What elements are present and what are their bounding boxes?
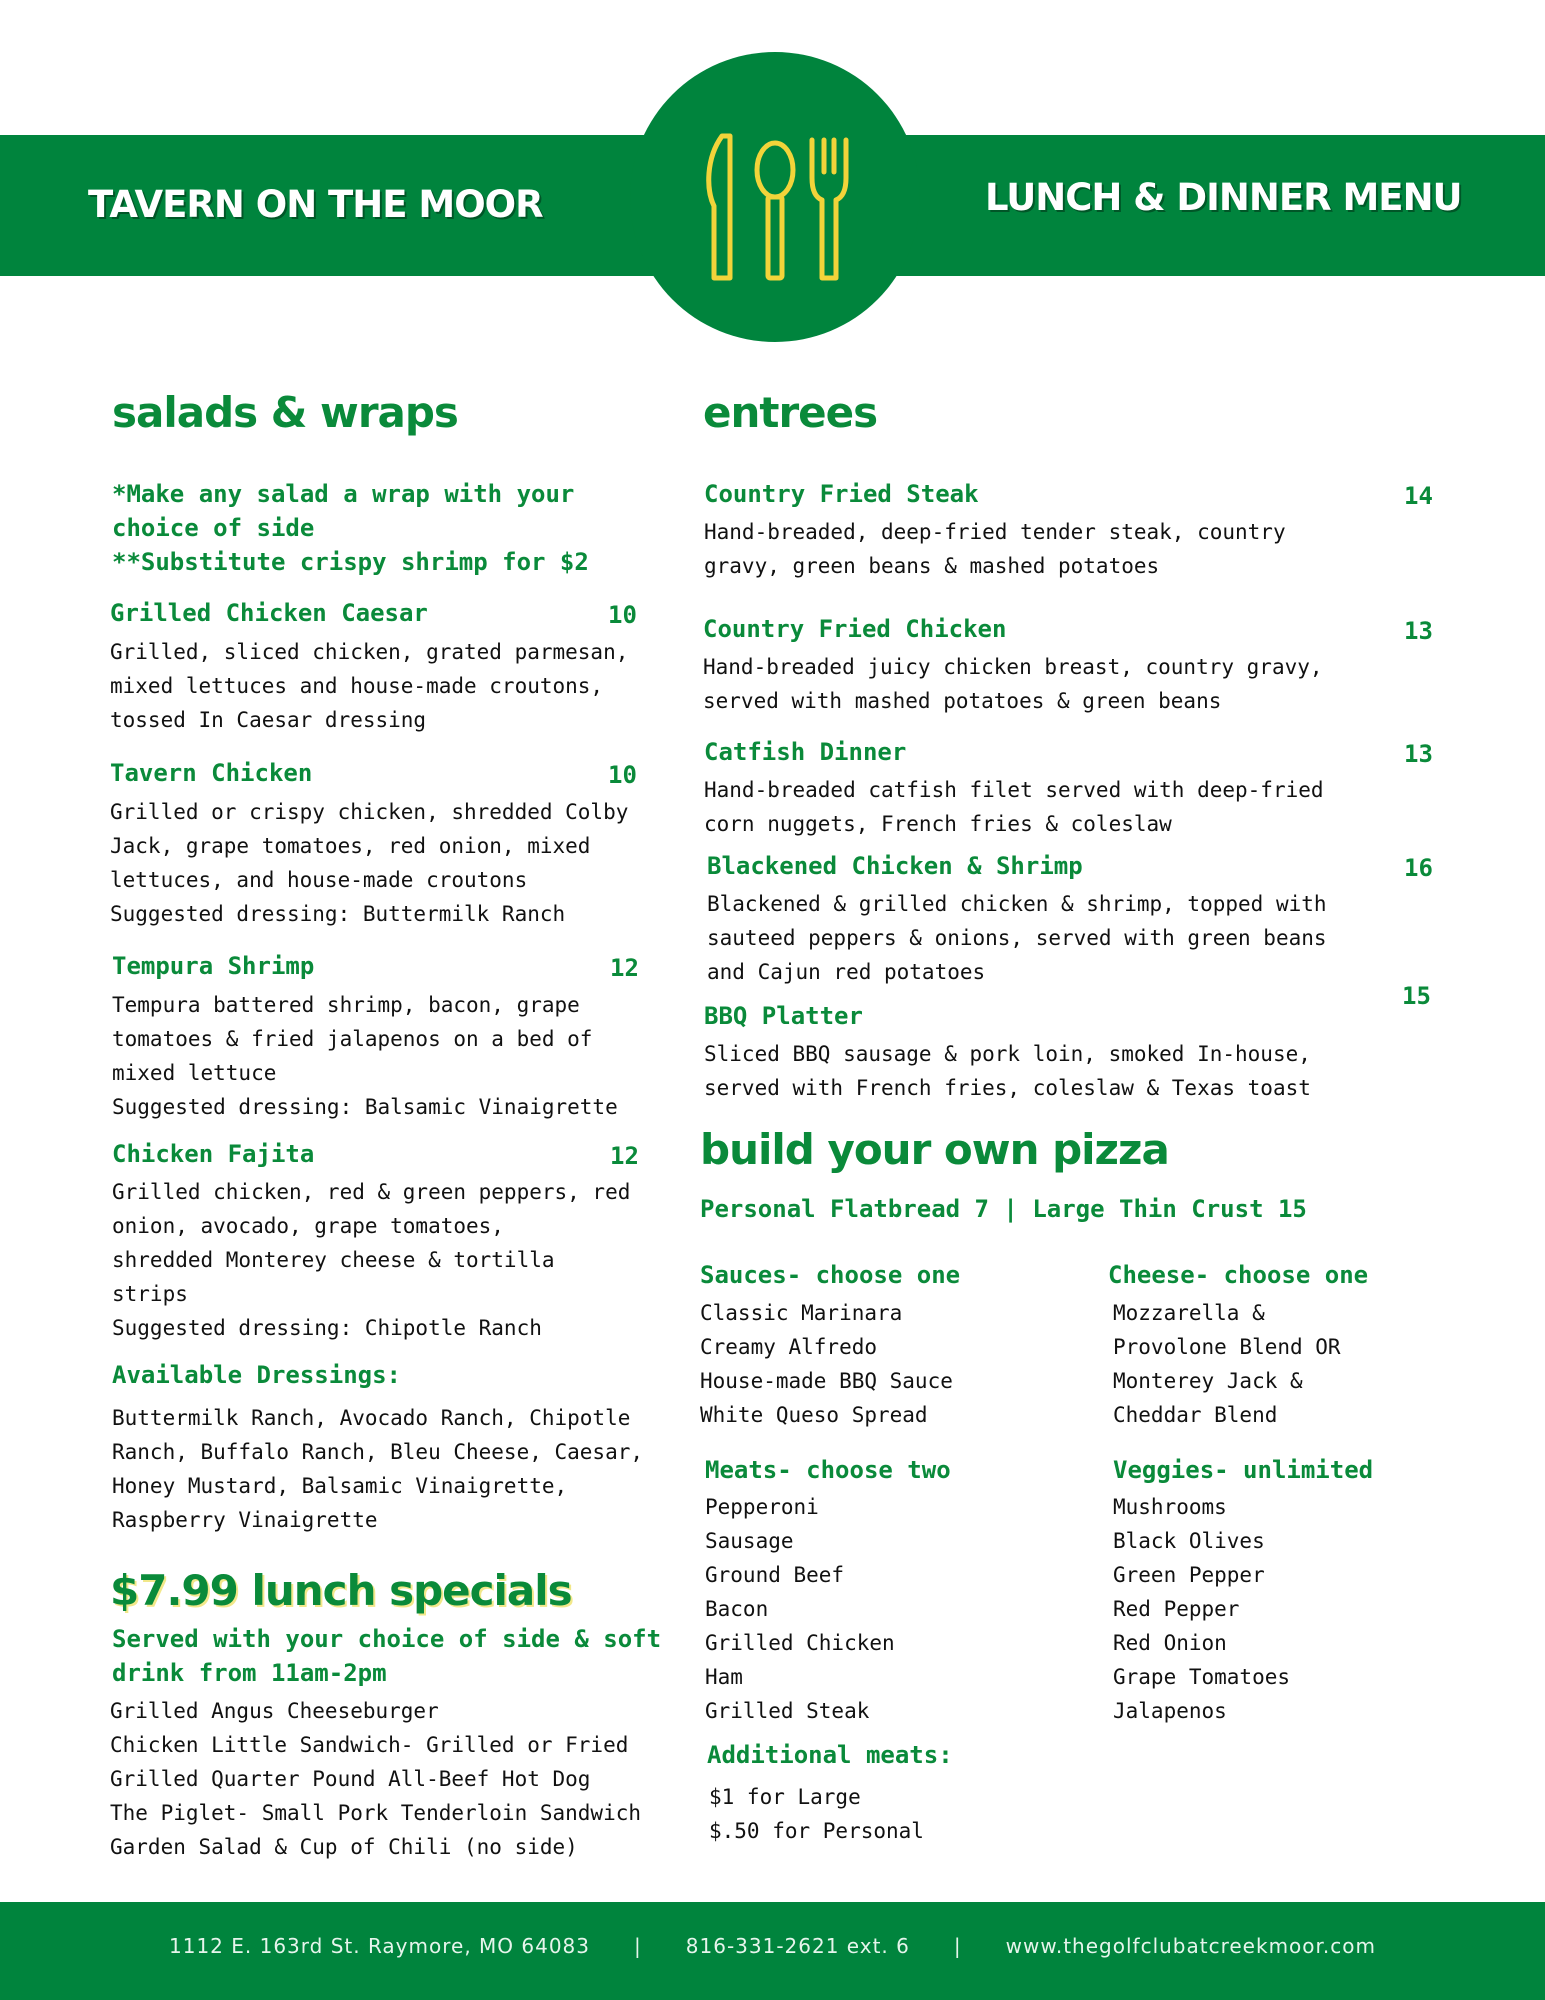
pizza-subtitle: Personal Flatbread 7 | Large Thin Crust 15	[700, 1195, 1307, 1223]
menu-item-name: Chicken Fajita	[112, 1140, 315, 1168]
list-item: Grilled Steak	[705, 1699, 870, 1723]
additional-meats-title: Additional meats:	[707, 1741, 953, 1769]
description-line: Jack, grape tomatoes, red onion, mixed	[110, 834, 591, 858]
description-line: onion, avocado, grape tomatoes,	[112, 1214, 504, 1238]
description-line: Suggested dressing: Balsamic Vinaigrette	[112, 1095, 618, 1119]
description-line: Tempura battered shrimp, bacon, grape	[112, 993, 580, 1017]
cheese-list	[1113, 1296, 1341, 1432]
dressings-line: Honey Mustard, Balsamic Vinaigrette,	[112, 1474, 568, 1498]
menu-item-name: Grilled Chicken Caesar	[110, 599, 428, 627]
salads-note: **Substitute crispy shrimp for $2	[112, 548, 589, 576]
menu-item-price: 16	[1404, 854, 1433, 882]
menu-item-price: 13	[1404, 740, 1433, 768]
description-line: Suggested dressing: Buttermilk Ranch	[110, 902, 566, 926]
lunch-subtitle	[112, 1622, 661, 1690]
list-item: Grape Tomatoes	[1113, 1665, 1291, 1689]
description-line: Hand-breaded catfish filet served with deep-fried	[704, 778, 1324, 802]
menu-item-name: Blackened Chicken & Shrimp	[707, 852, 1083, 880]
menu-item-price: 10	[608, 601, 637, 629]
list-item: Ground Beef	[705, 1563, 845, 1587]
footer-phone: 816-331-2621 ext. 6	[685, 1934, 910, 1958]
list-item: Sausage	[705, 1529, 794, 1553]
description-line: Hand-breaded, deep-fried tender steak, country	[704, 520, 1286, 544]
sauces-title: Sauces- choose one	[700, 1261, 961, 1289]
list-item: Provolone Blend OR	[1113, 1335, 1341, 1359]
footer-address: 1112 E. 163rd St. Raymore, MO 64083	[169, 1934, 591, 1958]
list-item: $.50 for Personal	[709, 1819, 924, 1843]
description-line: lettuces, and house-made croutons	[110, 868, 528, 892]
description-line: corn nuggets, French fries & coleslaw	[704, 812, 1172, 836]
list-item: Black Olives	[1113, 1529, 1265, 1553]
menu-item-description	[110, 635, 628, 737]
list-item: Grilled Angus Cheeseburger	[110, 1699, 439, 1723]
lunch-subtitle-line: Served with your choice of side & soft	[112, 1625, 662, 1653]
list-item: Red Pepper	[1113, 1597, 1240, 1621]
description-line: Blackened & grilled chicken & shrimp, topped with	[707, 892, 1327, 916]
veggies-list	[1113, 1490, 1290, 1728]
list-item: Bacon	[705, 1597, 769, 1621]
lunch-section-title: $7.99 lunch specials	[110, 1566, 572, 1615]
footer-contact	[0, 1934, 1545, 1958]
pizza-section-title: build your own pizza	[700, 1125, 1169, 1174]
cheese-title: Cheese- choose one	[1108, 1261, 1369, 1289]
menu-item-description	[110, 795, 628, 931]
dressings-line: Ranch, Buffalo Ranch, Bleu Cheese, Caesar,	[112, 1440, 644, 1464]
description-line: sauteed peppers & onions, served with green beans	[707, 926, 1327, 950]
menu-item-name: Country Fried Chicken	[703, 615, 1007, 643]
menu-item-price: 12	[610, 954, 639, 982]
meats-title: Meats- choose two	[705, 1456, 951, 1484]
list-item: Grilled Quarter Pound All-Beef Hot Dog	[110, 1767, 591, 1791]
description-line: Hand-breaded juicy chicken breast, country gravy,	[703, 655, 1323, 679]
salads-section-title: salads & wraps	[112, 388, 458, 437]
description-line: tossed In Caesar dressing	[110, 708, 427, 732]
description-line: shredded Monterey cheese & tortilla	[112, 1248, 555, 1272]
salads-notes	[112, 477, 589, 579]
footer-separator: |	[634, 1934, 642, 1958]
footer-website-link[interactable]: www.thegolfclubatcreekmoor.com	[1005, 1934, 1376, 1958]
entrees-section-title: entrees	[703, 388, 878, 437]
dressings-line: Buttermilk Ranch, Avocado Ranch, Chipotle	[112, 1406, 631, 1430]
description-line: Grilled or crispy chicken, shredded Colby	[110, 800, 629, 824]
list-item: Pepperoni	[705, 1495, 819, 1519]
salads-note: choice of side	[112, 514, 315, 542]
menu-item-description	[707, 887, 1327, 989]
description-line: Grilled, sliced chicken, grated parmesan,	[110, 640, 629, 664]
description-line: mixed lettuces and house-made croutons,	[110, 674, 604, 698]
description-line: strips	[112, 1282, 188, 1306]
footer-separator: |	[953, 1934, 962, 1958]
veggies-title: Veggies- unlimited	[1113, 1456, 1374, 1484]
menu-item-price: 10	[608, 761, 637, 789]
description-line: tomatoes & fried jalapenos on a bed of	[112, 1027, 593, 1051]
menu-item-price: 12	[610, 1142, 639, 1170]
list-item: Creamy Alfredo	[700, 1335, 878, 1359]
description-line: served with French fries, coleslaw & Texas toast	[704, 1076, 1311, 1100]
description-line: Sliced BBQ sausage & pork loin, smoked In-house,	[704, 1042, 1311, 1066]
dressings-list	[112, 1401, 643, 1537]
list-item: House-made BBQ Sauce	[700, 1369, 953, 1393]
list-item: Chicken Little Sandwich- Grilled or Fried	[110, 1733, 629, 1757]
menu-item-price: 14	[1404, 482, 1433, 510]
description-line: served with mashed potatoes & green beans	[703, 689, 1222, 713]
lunch-list	[110, 1694, 641, 1864]
menu-item-price: 15	[1402, 982, 1431, 1010]
menu-item-name: Tempura Shrimp	[112, 952, 315, 980]
menu-title: LUNCH & DINNER MENU	[985, 176, 1462, 219]
list-item: Green Pepper	[1113, 1563, 1265, 1587]
menu-item-description	[704, 515, 1286, 583]
list-item: Jalapenos	[1113, 1699, 1227, 1723]
list-item: Cheddar Blend	[1113, 1403, 1278, 1427]
description-line: and Cajun red potatoes	[707, 960, 986, 984]
menu-item-name: Tavern Chicken	[110, 759, 313, 787]
meats-list	[705, 1490, 895, 1728]
utensils-icon	[700, 128, 850, 288]
menu-item-description	[704, 1037, 1311, 1105]
description-line: Suggested dressing: Chipotle Ranch	[112, 1316, 542, 1340]
menu-item-name: Catfish Dinner	[704, 738, 907, 766]
list-item: Monterey Jack &	[1113, 1369, 1303, 1393]
salads-note: *Make any salad a wrap with your	[112, 480, 575, 508]
menu-item-price: 13	[1404, 617, 1433, 645]
sauces-list	[700, 1296, 953, 1432]
menu-item-description	[704, 773, 1324, 841]
menu-item-description	[112, 1175, 630, 1345]
list-item: White Queso Spread	[700, 1403, 928, 1427]
list-item: Garden Salad & Cup of Chili (no side)	[110, 1835, 578, 1859]
list-item: Red Onion	[1113, 1631, 1227, 1655]
lunch-subtitle-line: drink from 11am-2pm	[112, 1659, 387, 1687]
dressings-line: Raspberry Vinaigrette	[112, 1508, 378, 1532]
list-item: Grilled Chicken	[705, 1631, 895, 1655]
list-item: Mozzarella &	[1113, 1301, 1265, 1325]
list-item: Mushrooms	[1113, 1495, 1227, 1519]
list-item: $1 for Large	[709, 1785, 861, 1809]
menu-item-description	[112, 988, 618, 1124]
description-line: gravy, green beans & mashed potatoes	[704, 554, 1160, 578]
restaurant-name: TAVERN ON THE MOOR	[88, 183, 543, 226]
list-item: The Piglet- Small Pork Tenderloin Sandwich	[110, 1801, 642, 1825]
description-line: mixed lettuce	[112, 1061, 277, 1085]
list-item: Ham	[705, 1665, 743, 1689]
dressings-title: Available Dressings:	[112, 1361, 401, 1389]
menu-item-description	[703, 650, 1323, 718]
additional-meats-list	[709, 1780, 924, 1848]
list-item: Classic Marinara	[700, 1301, 903, 1325]
description-line: Grilled chicken, red & green peppers, red	[112, 1180, 631, 1204]
menu-item-name: BBQ Platter	[704, 1002, 863, 1030]
menu-item-name: Country Fried Steak	[704, 480, 979, 508]
